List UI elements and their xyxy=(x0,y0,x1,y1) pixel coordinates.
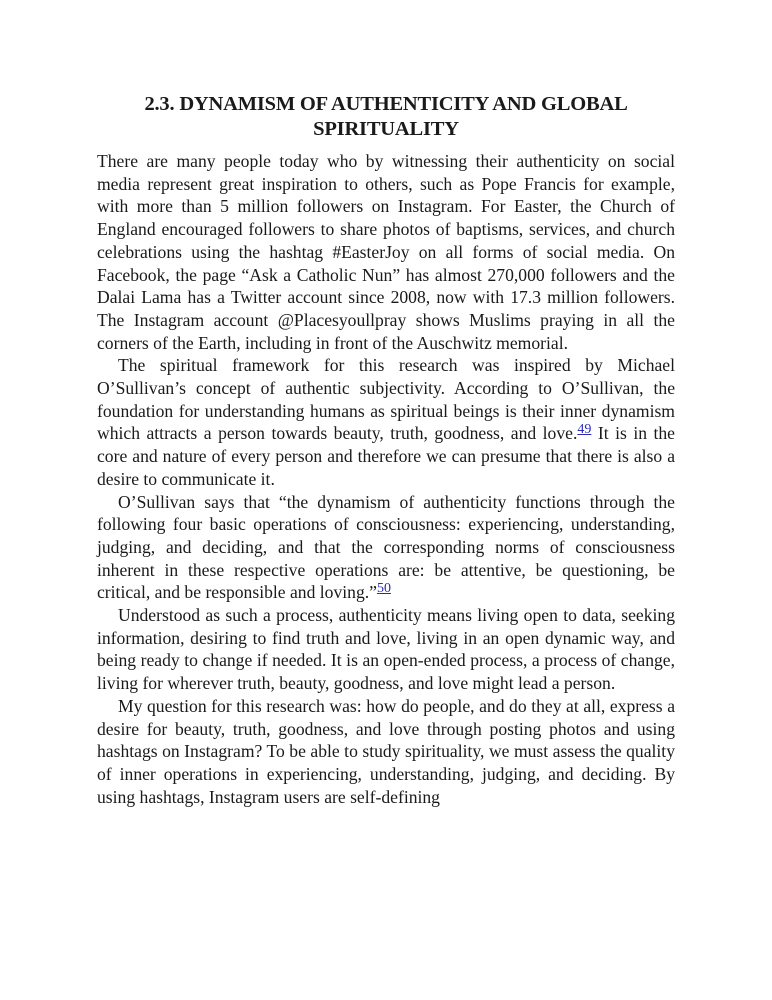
footnote-link-49[interactable]: 49 xyxy=(577,422,592,438)
document-page xyxy=(97,92,675,808)
paragraph-spiritual-framework xyxy=(97,354,675,490)
paragraph-dynamism-quote xyxy=(97,491,675,605)
paragraph-text: The spiritual framework for this research was inspired by Michael O’Sullivan’s concept of authentic subjectivity. According to O’Sullivan, the foundation for understanding humans as spiritual beings is their inner dynamism which attracts a person towards beauty, truth, goodness, and love. xyxy=(97,355,675,444)
paragraph-text: It is in the core and nature of every person and therefore we can presume that there is also a desire to communicate it. xyxy=(97,423,675,489)
section-heading xyxy=(97,92,675,142)
paragraph-research-question: My question for this research was: how do people, and do they at all, express a desire for beauty, truth, goodness, and love through posting photos and using hashtags on Instagram? To be able to study spirituality, we must assess the quality of inner operations in experiencing, understanding, judging, and deciding. By using hashtags, Instagram users are self-defining xyxy=(97,695,675,807)
section-heading-line-2: SPIRITUALITY xyxy=(313,118,459,140)
paragraph-authenticity-process: Understood as such a process, authenticity means living open to data, seeking information, desiring to find truth and love, living in an open dynamic way, and being ready to change if needed. It is an open-ended process, a process of change, living for wherever truth, beauty, goodness, and love might lead a person. xyxy=(97,605,675,694)
footnote-link-50[interactable]: 50 xyxy=(376,581,391,597)
paragraph-text: O’Sullivan says that “the dynamism of authenticity functions through the following four basic operations of consciousness: experiencing, understanding, judging, and deciding, and that the corresponding norms of consciousness inherent in these respective operations are: be attentive, be questioning, be critical, and be responsible and loving.” xyxy=(97,491,675,603)
paragraph-social-media-examples: There are many people today who by witnessing their authenticity on social media represent great inspiration to others, such as Pope Francis for example, with more than 5 million followers on Instagram. For Easter, the Church of England encouraged followers to share photos of baptisms, services, and church celebrations using the hashtag #EasterJoy on all forms of social media. On Facebook, the page “Ask a Catholic Nun” has almost 270,000 followers and the Dalai Lama has a Twitter account since 2008, now with 17.3 million followers. The Instagram account @Placesyoullpray shows Muslims praying in all the corners of the Earth, including in front of the Auschwitz memorial. xyxy=(97,151,675,353)
section-heading-line-1: 2.3. DYNAMISM OF AUTHENTICITY AND GLOBAL xyxy=(144,93,628,115)
